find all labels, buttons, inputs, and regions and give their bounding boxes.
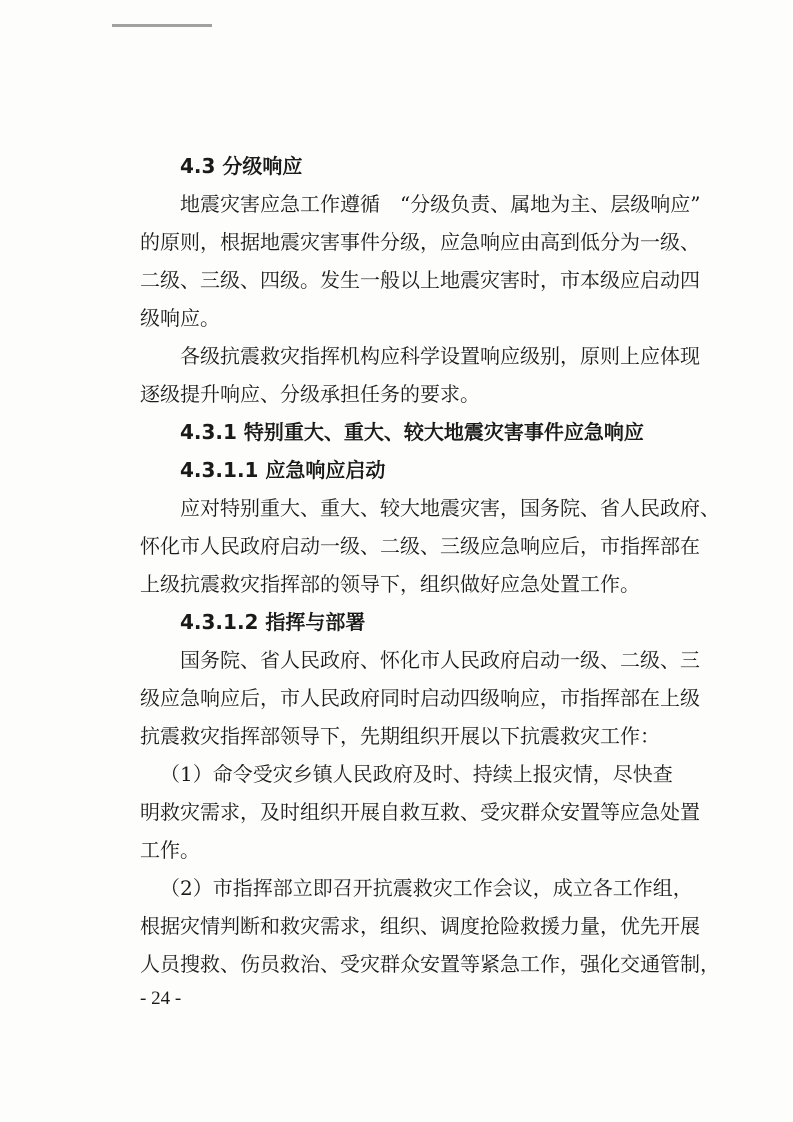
paragraph-line: 级应急响应后，市人民政府同时启动四级响应，市指挥部在上级 <box>140 686 700 710</box>
paragraph-line: 明救灾需求，及时组织开展自救互救、受灾群众安置等应急处置 <box>140 800 700 824</box>
section-heading-4-3: 4.3 分级响应 <box>180 154 303 178</box>
paragraph-line: 人员搜救、伤员救治、受灾群众安置等紧急工作，强化交通管制， <box>140 952 720 976</box>
paragraph-line: 国务院、省人民政府、怀化市人民政府启动一级、二级、三 <box>180 648 700 672</box>
scan-edge-mark <box>112 24 212 27</box>
paragraph-line: 的原则，根据地震灾害事件分级，应急响应由高到低分为一级、 <box>140 230 700 254</box>
section-heading-4-3-1-2: 4.3.1.2 指挥与部署 <box>180 610 366 634</box>
page-number: - 24 - <box>140 988 182 1009</box>
paragraph-line: 应对特别重大、重大、较大地震灾害，国务院、省人民政府、 <box>180 496 720 520</box>
paragraph-line: 工作。 <box>140 838 200 862</box>
paragraph-line: 二级、三级、四级。发生一般以上地震灾害时，市本级应启动四 <box>140 268 700 292</box>
paragraph-line: 怀化市人民政府启动一级、二级、三级应急响应后，市指挥部在 <box>140 534 700 558</box>
paragraph-line: 地震灾害应急工作遵循 “分级负责、属地为主、层级响应” <box>180 192 701 216</box>
section-heading-4-3-1-1: 4.3.1.1 应急响应启动 <box>180 458 386 482</box>
paragraph-line: 各级抗震救灾指挥机构应科学设置响应级别，原则上应体现 <box>180 344 700 368</box>
paragraph-line: 抗震救灾指挥部领导下，先期组织开展以下抗震救灾工作： <box>140 724 660 748</box>
section-heading-4-3-1: 4.3.1 特别重大、重大、较大地震灾害事件应急响应 <box>180 420 644 444</box>
paragraph-line: （2）市指挥部立即召开抗震救灾工作会议，成立各工作组， <box>160 876 693 900</box>
paragraph-line: 根据灾情判断和救灾需求，组织、调度抢险救援力量，优先开展 <box>140 914 700 938</box>
paragraph-line: 逐级提升响应、分级承担任务的要求。 <box>140 382 480 406</box>
paragraph-line: 上级抗震救灾指挥部的领导下，组织做好应急处置工作。 <box>140 572 640 596</box>
paragraph-line: 级响应。 <box>140 306 220 330</box>
paragraph-line: （1）命令受灾乡镇人民政府及时、持续上报灾情，尽快查 <box>160 762 673 786</box>
